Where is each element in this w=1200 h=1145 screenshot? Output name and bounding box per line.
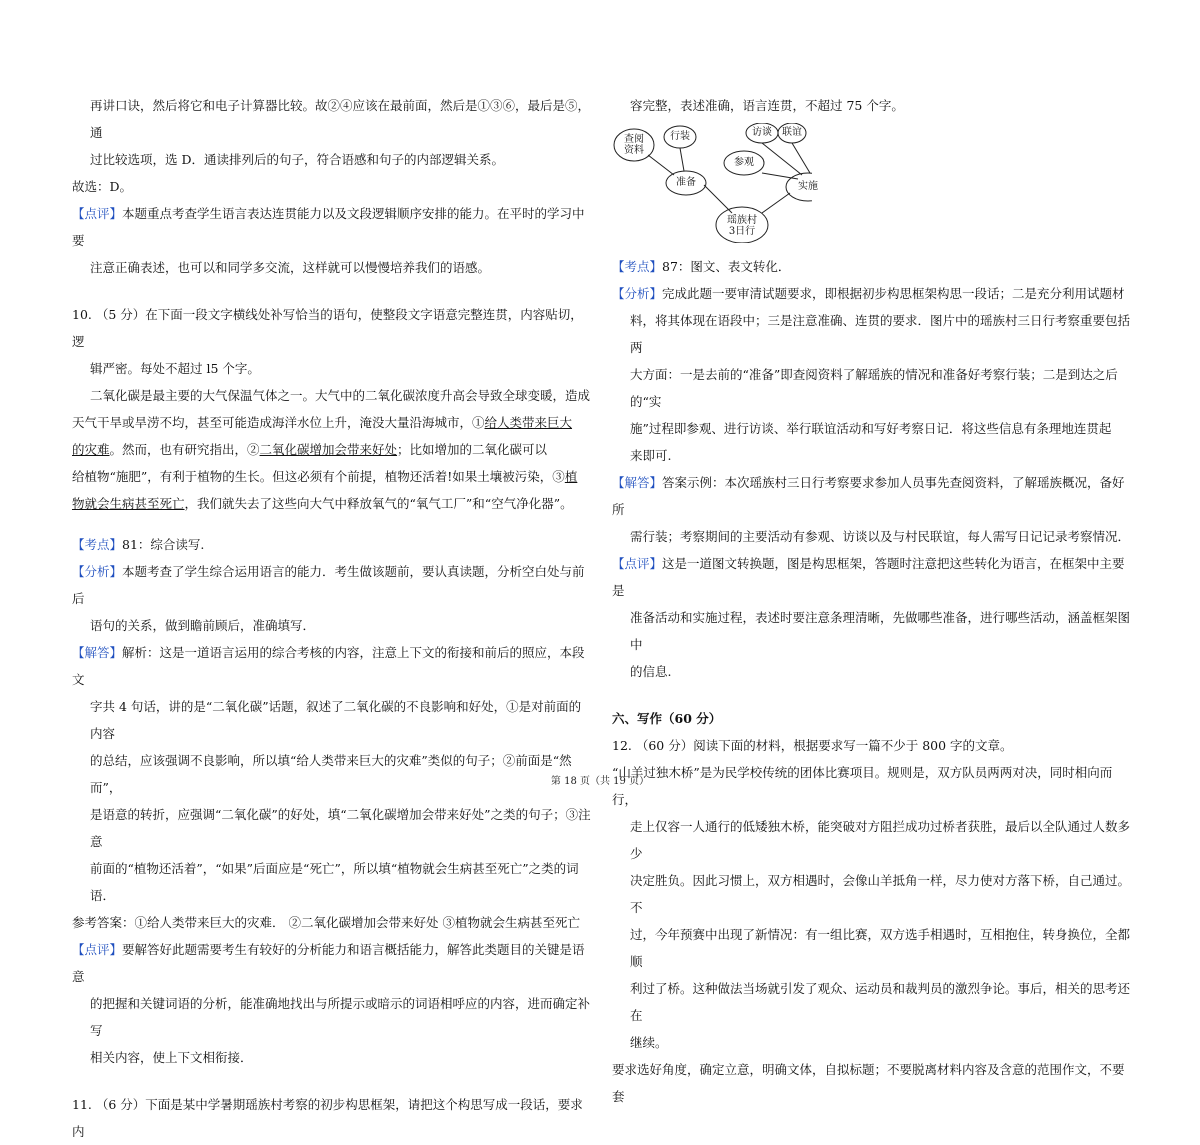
q11-dianping: 【点评】这是一道图文转换题，图是构思框架，答题时注意把这些转化为语言，在框架中主要是 xyxy=(612,556,1125,598)
review-paragraph: 【点评】本题重点考查学生语言表达连贯能力以及文段逻辑顺序安排的能力。在平时的学习中要 xyxy=(72,206,585,248)
review-line: 注意正确表述，也可以和同学多交流，这样就可以慢慢培养我们的语感。 xyxy=(90,260,491,275)
kaodian-tag: 【考点】 xyxy=(612,259,663,274)
q10-fenxi: 【分析】本题考查了学生综合运用语言的能力．考生做该题前，要认真读题，分析空白处与前后 xyxy=(72,564,585,606)
q11-stem-cont: 容完整，表述准确，语言连贯，不超过 75 个字。 xyxy=(630,98,904,113)
node-fangtan: 访谈 xyxy=(752,127,772,138)
fenxi-tag: 【分析】 xyxy=(612,286,663,301)
q12-material-line: “山羊过独木桥”是为民学校传统的团体比赛项目。规则是，双方队员两两对决，同时相向而行， xyxy=(612,765,1113,807)
prev-answer-line: 过比较选项，选 D．通读排列后的句子，符合语感和句子的内部逻辑关系。 xyxy=(90,152,504,167)
prev-answer-choice: 故选：D。 xyxy=(72,179,133,194)
prev-answer-line: 再讲口诀，然后将它和电子计算器比较。故②④应该在最前面，然后是①③⑥，最后是⑤，通 xyxy=(90,98,591,140)
blank-3: 植 xyxy=(564,469,578,484)
jieda-tag: 【解答】 xyxy=(612,475,663,490)
q11-stem: 11. （6 分）下面是某中学暑期瑶族村考察的初步构思框架，请把这个构思写成一段话，要求内 xyxy=(72,1097,583,1139)
q10-dianping: 【点评】要解答好此题需要考生有较好的分析能力和语言概括能力，解答此类题目的关键是语意 xyxy=(72,942,585,984)
q12-requirement: 要求选好角度，确定立意，明确文体，自拟标题；不要脱离材料内容及含意的范围作文，不要套 xyxy=(612,1062,1125,1104)
node-shishi: 实施 xyxy=(798,181,818,192)
framework-diagram xyxy=(612,123,818,243)
left-column: 再讲口诀，然后将它和电子计算器比较。故②④应该在最前面，然后是①③⑥，最后是⑤，通 过比较选项，选 D．通读排列后的句子，符合语感和句子的内部逻辑关系。 故选：D。 【点评】本题重点考查学生语言表达连贯能力以及文段逻辑顺序安排的能力。在平时的学习中要 注意正确表述，也可以和同学多交流，这样就可以慢慢培养我们的语感。 10. （5 分）在下面一段文字横线处补写恰当的语句，使整段文字语意完整连贯，内容贴切，逻 辑严密。每处不超过 l5 个字。 二氧化碳是最主要的大气保温气体之一。大气中的二氧化碳浓度升高会导致全球变暖，造成 天气干旱或旱涝不均，甚至可能造成海洋水位上升，淹没大量沿海城市，①给人类带来巨大 的灾难。然而，也有研究指出，②二氧化碳增加会带来好处；比如增加的二氧化碳可以 给植物“施肥”，有利于植物的生长。但这必须有个前提，植物还活着!如果土壤被污染，③植 物就会生病甚至死亡，我们就失去了这些向大气中释放氧气的“氧气工厂”和“空气净化器”。 【考点】81：综合读写. 【分析】本题考查了学生综合运用语言的能力．考生做该题前，要认真读题，分析空白处与前后 语句的关系，做到瞻前顾后，准确填写． 【解答】解析：这是一道语言运用的综合考核的内容，注意上下文的衔接和前后的照应，本段文 字共 4 句话，讲的是“二氧化碳”话题，叙述了二氧化碳的不良影响和好处，①是对前面的内容 的总结，应该强调不良影响，所以填“给人类带来巨大的灾难”类似的句子；②前面是“然而”， 是语意的转折，应强调“二氧化碳”的好处，填“二氧化碳增加会带来好处”之类的句子；③注意 前面的“植物还活着”，“如果”后面应是“死亡”，所以填“植物就会生病甚至死亡”之类的词语． 参考答案：①给人类带来巨大的灾难． ②二氧化碳增加会带来好处 ③植物就会生病甚至死亡 【点评】要解答好此题需要考生有较好的分析能力和语言概括能力，解答此类题目的关键是语意 的把握和关键词语的分析，能准确地找出与所提示或暗示的词语相呼应的内容，进而确定补写 相关内容，使上下文相衔接． 11. （6 分）下面是某中学暑期瑶族村考察的初步构思框架，请把这个构思写成一段话，要求内 xyxy=(72,92,592,1145)
q10-jieda: 【解答】解析：这是一道语言运用的综合考核的内容，注意上下文的衔接和前后的照应，本段文 xyxy=(72,645,585,687)
dianping-tag: 【点评】 xyxy=(72,942,123,957)
node-lianyi: 联谊 xyxy=(782,127,802,138)
blank-1-cont: 的灾难 xyxy=(72,442,110,457)
blank-3-cont: 物就会生病甚至死亡 xyxy=(72,496,185,511)
review-tag: 【点评】 xyxy=(72,206,123,221)
blank-1: 给人类带来巨大 xyxy=(484,415,573,430)
blank-2: 二氧化碳增加会带来好处 xyxy=(259,442,398,457)
jieda-tag: 【解答】 xyxy=(72,645,123,660)
q10-reference-answer: 参考答案：①给人类带来巨大的灾难． ②二氧化碳增加会带来好处 ③植物就会生病甚至死亡 xyxy=(72,915,580,930)
kaodian-tag: 【考点】 xyxy=(72,537,123,552)
q10-kaodian: 【考点】81：综合读写. xyxy=(72,537,205,552)
q10-stem: 10. （5 分）在下面一段文字横线处补写恰当的语句，使整段文字语意完整连贯，内容贴切，逻 xyxy=(72,307,583,349)
q11-jieda: 【解答】答案示例：本次瑶族村三日行考察要求参加人员事先查阅资料，了解瑶族概况，备好所 xyxy=(612,475,1125,517)
node-zhunbei: 准备 xyxy=(676,177,696,188)
q10-stem-cont: 辑严密。每处不超过 l5 个字。 xyxy=(90,361,260,376)
node-chayue-ziliao: 查阅 资料 xyxy=(624,134,644,156)
section-heading-writing: 六、写作（60 分） xyxy=(612,711,722,726)
q10-passage: 二氧化碳是最主要的大气保温气体之一。大气中的二氧化碳浓度升高会导致全球变暖，造成 天气干旱或旱涝不均，甚至可能造成海洋水位上升，淹没大量沿海城市，①给人类带来巨大 的灾难。然而，也有研究指出，②二氧化碳增加会带来好处；比如增加的二氧化碳可以 给植物“施肥”，有利于植物的生长。但这必须有个前提，植物还活着!如果土壤被污染，③植 物就会生病甚至死亡，我们就失去了这些向大气中释放氧气的“氧气工厂”和“空气净化器”。 xyxy=(72,388,591,511)
node-xingzhuang: 行装 xyxy=(670,131,690,142)
right-column: 容完整，表述准确，语言连贯，不超过 75 个字。 查阅 资料 行装 访谈 联谊 参观 准备 实施 瑶族村 3日行 【考点】87：图文、表文转化． 【分析】完成此题一要审清试题要求，即根据初步构思框架构思一段话；二是充分利用试题材 料，将其体现在语段中；三是注意准确、连贯的要求．图片中的瑶族村三日行考察重要包括两 大方面：一是去前的“准备”即查阅资料了解瑶族的情况和准备好考察行装；二是到达之后的“实 施”过程即参观、进行访谈、举行联谊活动和写好考察日记．将这些信息有条理地连贯起 来即可. 【解答】答案示例：本次瑶族村三日行考察要求参加人员事先查阅资料，了解瑶族概况，备好所 需行装；考察期间的主要活动有参观、访谈以及与村民联谊，每人需写日记记录考察情况． 【点评】这是一道图文转换题，图是构思框架，答题时注意把这些转化为语言，在框架中主要是 准备活动和实施过程，表述时要注意条理清晰，先做哪些准备，进行哪些活动，涵盖框架图中 的信息. 六、写作（60 分） 12. （60 分）阅读下面的材料，根据要求写一篇不少于 800 字的文章。 “山羊过独木桥”是为民学校传统的团体比赛项目。规则是，双方队员两两对决，同时相向而行， 走上仅容一人通行的低矮独木桥，能突破对方阻拦成功过桥者获胜，最后以全队通过人数多少 决定胜负。因此习惯上，双方相遇时，会像山羊抵角一样，尽力使对方落下桥，自己通过。不 过，今年预赛中出现了新情况：有一组比赛，双方选手相遇时，互相抱住，转身换位，全都顺 利过了桥。这种做法当场就引发了观众、运动员和裁判员的激烈争论。事后，相关的思考还在 继续。 要求选好角度，确定立意，明确文体，自拟标题；不要脱离材料内容及含意的范围作文，不要套 xyxy=(612,92,1132,1110)
q11-fenxi: 【分析】完成此题一要审清试题要求，即根据初步构思框架构思一段话；二是充分利用试题材 xyxy=(612,286,1125,301)
q11-kaodian: 【考点】87：图文、表文转化． xyxy=(612,259,791,274)
dianping-tag: 【点评】 xyxy=(612,556,663,571)
q12-stem: 12. （60 分）阅读下面的材料，根据要求写一篇不少于 800 字的文章。 xyxy=(612,738,1013,753)
node-root: 瑶族村 3日行 xyxy=(727,215,757,237)
page-footer: 第 18 页（共 19 页） xyxy=(550,776,650,787)
fenxi-tag: 【分析】 xyxy=(72,564,123,579)
node-canguan: 参观 xyxy=(734,157,754,168)
